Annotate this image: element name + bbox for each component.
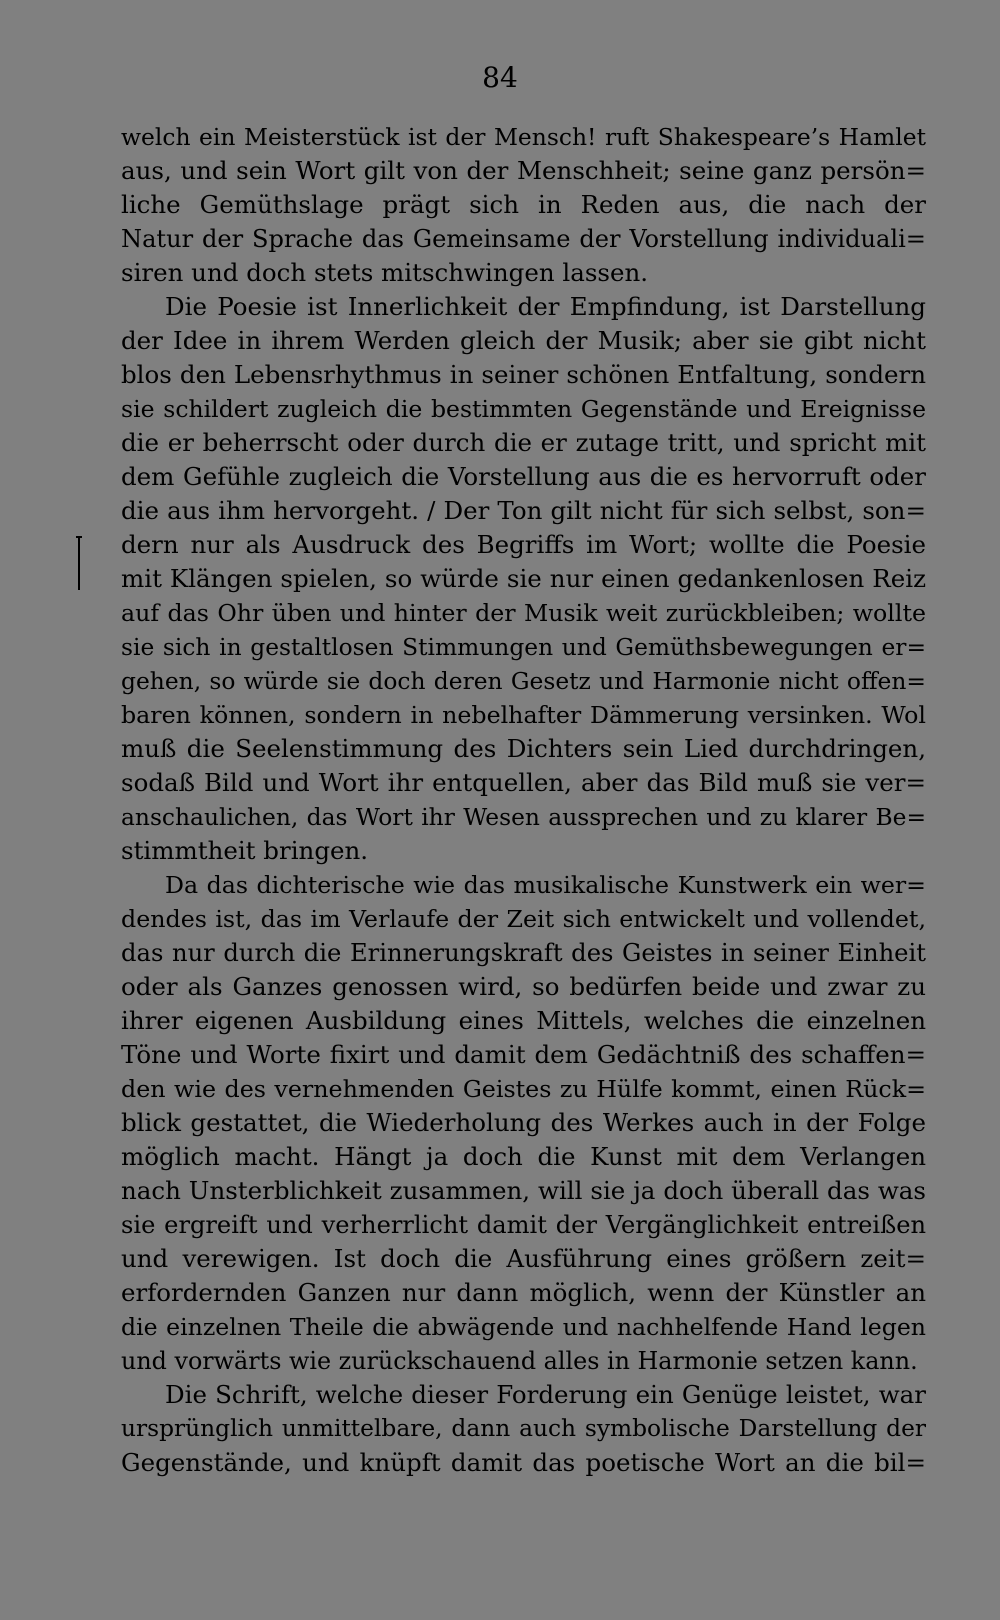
text-line: Die Schrift, welche dieser Forderung ein Genüge leistet, war [165,1380,926,1409]
text-line: Da das dichterische wie das musikalische Kunstwerk ein wer= [165,871,926,899]
text-line: sie ergreift und verherrlicht damit der Vergänglichkeit entreißen [121,1211,926,1239]
text-line: erfordernden Ganzen nur dann möglich, wenn der Künstler an [121,1278,926,1307]
text-line: welch ein Meisterstück ist der Mensch! ruft Shakespeare’s Hamlet [121,123,926,151]
text-line: liche Gemüthslage prägt sich in Reden aus, die nach der [121,190,926,219]
text-line: dem Gefühle zugleich die Vorstellung aus die es hervorruft oder [121,462,926,491]
text-line: das nur durch die Erinnerungskraft des Geistes in seiner Einheit [121,939,926,967]
page-number: 84 [482,61,518,94]
text-line: nach Unsterblichkeit zusammen, will sie ja doch überall das was [121,1176,926,1205]
text-line: oder als Ganzes genossen wird, so bedürfen beide und zwar zu [121,972,926,1001]
text-line: dendes ist, das im Verlaufe der Zeit sich entwickelt und vollendet, [121,905,926,933]
text-line: und verewigen. Ist doch die Ausführung eines größern zeit= [121,1244,926,1273]
text-line: Töne und Worte fixirt und damit dem Gedächtniß des schaffen= [121,1040,926,1069]
text-line: den wie des vernehmenden Geistes zu Hülfe kommt, einen Rück= [121,1075,926,1103]
text-line: stimmtheit bringen. [121,836,369,865]
text-line: die er beherrscht oder durch die er zutage tritt, und spricht mit [121,428,926,457]
text-line: Natur der Sprache das Gemeinsame der Vorstellung individuali= [121,225,926,253]
margin-mark [78,538,80,590]
text-line: sodaß Bild und Wort ihr entquellen, aber das Bild muß sie ver= [121,768,926,797]
text-line: ihrer eigenen Ausbildung eines Mittels, welches die einzelnen [121,1006,926,1035]
text-line: sie sich in gestaltlosen Stimmungen und Gemüthsbewegungen er= [121,633,926,661]
text-line: Gegenstände, und knüpft damit das poetische Wort an die bil= [121,1448,926,1477]
text-line: blick gestattet, die Wiederholung des Werkes auch in der Folge [121,1108,926,1137]
text-line: baren können, sondern in nebelhafter Dämmerung versinken. Wol [121,701,926,729]
text-line: sie schildert zugleich die bestimmten Gegenstände und Ereignisse [121,395,926,423]
text-line: muß die Seelenstimmung des Dichters sein Lied durchdringen, [121,734,926,763]
text-line: die aus ihm hervorgeht. / Der Ton gilt nicht für sich selbst, son= [121,496,926,525]
text-line: siren und doch stets mitschwingen lassen. [121,258,649,287]
text-line: gehen, so würde sie doch deren Gesetz und Harmonie nicht offen= [121,667,926,695]
text-line: auf das Ohr üben und hinter der Musik weit zurückbleiben; wollte [121,599,926,627]
text-line: ursprünglich unmittelbare, dann auch symbolische Darstellung der [121,1415,926,1442]
text-line: möglich macht. Hängt ja doch die Kunst mit dem Verlangen [121,1142,926,1171]
text-block [121,120,926,1520]
text-line: die einzelnen Theile die abwägende und nachhelfende Hand legen [121,1313,926,1341]
text-line: aus, und sein Wort gilt von der Menschheit; seine ganz persön= [121,156,926,185]
text-line: Die Poesie ist Innerlichkeit der Empfindung, ist Darstellung [165,292,926,321]
text-line: anschaulichen, das Wort ihr Wesen aussprechen und zu klarer Be= [121,803,926,831]
text-line: dern nur als Ausdruck des Begriffs im Wort; wollte die Poesie [121,530,926,559]
text-line: mit Klängen spielen, so würde sie nur einen gedankenlosen Reiz [121,564,926,593]
text-line: der Idee in ihrem Werden gleich der Musik; aber sie gibt nicht [121,326,926,355]
text-line: blos den Lebensrhythmus in seiner schönen Entfaltung, sondern [121,360,926,389]
text-line: und vorwärts wie zurückschauend alles in Harmonie setzen kann. [121,1347,918,1375]
